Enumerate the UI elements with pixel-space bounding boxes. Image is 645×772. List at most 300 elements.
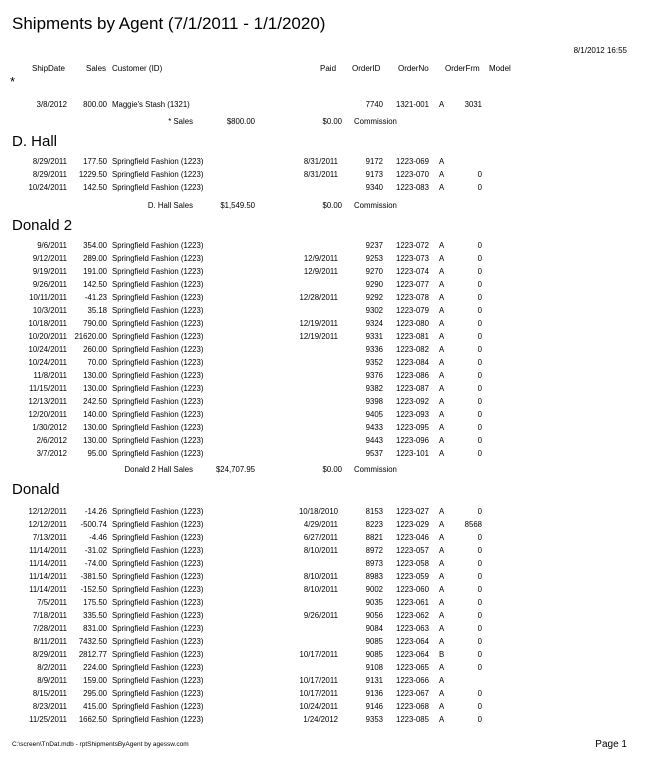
cell-model: 0 <box>477 449 482 458</box>
cell-orderno: 1223-074 <box>396 267 429 276</box>
cell-orderfrm: A <box>439 715 445 724</box>
cell-orderno: 1223-073 <box>396 254 429 263</box>
cell-model: 0 <box>477 267 482 276</box>
cell-orderid: 9056 <box>365 611 383 620</box>
cell-orderno: 1223-095 <box>396 423 429 432</box>
table-row <box>0 397 645 408</box>
cell-model: 0 <box>477 559 482 568</box>
cell-model: 0 <box>477 715 482 724</box>
cell-model: 0 <box>477 546 482 555</box>
cell-orderno: 1223-029 <box>396 520 429 529</box>
cell-customer: Springfield Fashion (1223) <box>112 572 204 581</box>
cell-orderid: 9035 <box>365 598 383 607</box>
cell-shipdate: 9/19/2011 <box>32 267 67 276</box>
cell-orderno: 1223-078 <box>396 293 429 302</box>
cell-customer: Springfield Fashion (1223) <box>112 689 204 698</box>
cell-orderno: 1223-082 <box>396 345 429 354</box>
cell-orderfrm: A <box>439 676 445 685</box>
table-row <box>0 702 645 713</box>
cell-orderfrm: A <box>439 332 445 341</box>
table-row <box>0 507 645 518</box>
cell-customer: Springfield Fashion (1223) <box>112 533 204 542</box>
cell-customer: Springfield Fashion (1223) <box>112 559 204 568</box>
cell-customer: Springfield Fashion (1223) <box>112 267 204 276</box>
table-row <box>0 715 645 726</box>
cell-customer: Springfield Fashion (1223) <box>112 624 204 633</box>
table-row <box>0 585 645 596</box>
cell-model: 0 <box>477 410 482 419</box>
group-heading: Donald <box>12 481 60 498</box>
table-row <box>0 559 645 570</box>
cell-shipdate: 7/18/2011 <box>32 611 67 620</box>
cell-orderid: 8973 <box>365 559 383 568</box>
cell-model: 0 <box>477 397 482 406</box>
cell-shipdate: 8/9/2011 <box>37 676 67 685</box>
cell-orderfrm: A <box>439 702 445 711</box>
cell-paid: 8/31/2011 <box>303 157 338 166</box>
table-row <box>0 332 645 343</box>
cell-orderfrm: A <box>439 689 445 698</box>
cell-orderfrm: A <box>439 520 445 529</box>
cell-paid: 8/10/2011 <box>303 572 338 581</box>
cell-customer: Springfield Fashion (1223) <box>112 241 204 250</box>
cell-orderno: 1223-092 <box>396 397 429 406</box>
cell-sales: 95.00 <box>87 449 107 458</box>
cell-orderid: 9537 <box>365 449 383 458</box>
cell-paid: 8/10/2011 <box>303 585 338 594</box>
cell-paid: 9/26/2011 <box>303 611 338 620</box>
cell-orderfrm: A <box>439 585 445 594</box>
cell-customer: Springfield Fashion (1223) <box>112 280 204 289</box>
cell-orderid: 9352 <box>365 358 383 367</box>
cell-shipdate: 10/3/2011 <box>32 306 67 315</box>
cell-orderfrm: A <box>439 546 445 555</box>
cell-orderno: 1223-087 <box>396 384 429 393</box>
cell-model: 3031 <box>464 100 482 109</box>
cell-orderfrm: A <box>439 507 445 516</box>
cell-orderfrm: A <box>439 254 445 263</box>
cell-customer: Springfield Fashion (1223) <box>112 449 204 458</box>
cell-orderid: 9382 <box>365 384 383 393</box>
cell-sales: 260.00 <box>83 345 107 354</box>
table-row <box>0 345 645 356</box>
cell-customer: Springfield Fashion (1223) <box>112 436 204 445</box>
cell-shipdate: 8/11/2011 <box>33 637 67 646</box>
cell-paid: 6/27/2011 <box>303 533 338 542</box>
header-orderid: OrderID <box>352 64 381 73</box>
cell-orderno: 1223-060 <box>396 585 429 594</box>
cell-customer: Springfield Fashion (1223) <box>112 637 204 646</box>
table-row <box>0 293 645 304</box>
cell-sales: -4.46 <box>89 533 107 542</box>
cell-shipdate: 12/12/2011 <box>28 507 67 516</box>
cell-orderid: 9084 <box>365 624 383 633</box>
summary-label: Donald 2 Hall Sales <box>124 465 193 474</box>
cell-customer: Springfield Fashion (1223) <box>112 715 204 724</box>
cell-orderfrm: A <box>439 371 445 380</box>
cell-sales: 289.00 <box>83 254 107 263</box>
cell-orderid: 9085 <box>365 637 383 646</box>
cell-orderfrm: A <box>439 319 445 328</box>
cell-paid: 1/24/2012 <box>303 715 338 724</box>
cell-customer: Springfield Fashion (1223) <box>112 384 204 393</box>
cell-orderfrm: A <box>439 663 445 672</box>
table-row <box>0 624 645 635</box>
cell-sales: 295.00 <box>83 689 107 698</box>
cell-orderfrm: A <box>439 183 445 192</box>
cell-sales: 415.00 <box>83 702 107 711</box>
footer-page: Page 1 <box>595 739 627 750</box>
cell-shipdate: 8/29/2011 <box>32 157 67 166</box>
cell-customer: Springfield Fashion (1223) <box>112 585 204 594</box>
cell-orderid: 9237 <box>365 241 383 250</box>
cell-paid: 12/9/2011 <box>303 267 338 276</box>
cell-orderfrm: A <box>439 637 445 646</box>
cell-orderfrm: A <box>439 100 445 109</box>
cell-orderid: 9398 <box>365 397 383 406</box>
cell-sales: 800.00 <box>83 100 107 109</box>
cell-model: 0 <box>477 702 482 711</box>
cell-orderid: 9253 <box>365 254 383 263</box>
cell-orderno: 1223-058 <box>396 559 429 568</box>
cell-orderfrm: A <box>439 397 445 406</box>
cell-sales: 130.00 <box>83 384 107 393</box>
cell-sales: 142.50 <box>83 280 107 289</box>
header-sales: Sales <box>86 64 107 73</box>
cell-shipdate: 7/28/2011 <box>32 624 67 633</box>
cell-shipdate: 12/20/2011 <box>28 410 67 419</box>
cell-shipdate: 7/5/2011 <box>37 598 67 607</box>
table-row <box>0 533 645 544</box>
cell-customer: Springfield Fashion (1223) <box>112 676 204 685</box>
cell-customer: Springfield Fashion (1223) <box>112 520 204 529</box>
table-row <box>0 384 645 395</box>
cell-orderfrm: A <box>439 345 445 354</box>
cell-paid: 12/19/2011 <box>299 332 338 341</box>
cell-orderid: 9376 <box>365 371 383 380</box>
cell-orderno: 1223-069 <box>396 157 429 166</box>
cell-model: 0 <box>477 663 482 672</box>
cell-customer: Springfield Fashion (1223) <box>112 663 204 672</box>
sort-star: * <box>10 74 16 89</box>
cell-shipdate: 12/12/2011 <box>28 520 67 529</box>
table-row <box>0 183 645 194</box>
cell-shipdate: 8/15/2011 <box>32 689 67 698</box>
cell-sales: 142.50 <box>83 183 107 192</box>
cell-orderid: 9131 <box>365 676 383 685</box>
cell-orderid: 9336 <box>365 345 383 354</box>
table-row <box>0 319 645 330</box>
cell-shipdate: 8/29/2011 <box>32 170 67 179</box>
cell-orderfrm: A <box>439 572 445 581</box>
cell-sales: 140.00 <box>83 410 107 419</box>
cell-sales: 831.00 <box>83 624 107 633</box>
table-row <box>0 572 645 583</box>
cell-orderno: 1223-077 <box>396 280 429 289</box>
cell-orderno: 1223-027 <box>396 507 429 516</box>
cell-model: 0 <box>477 170 482 179</box>
cell-paid: 10/24/2011 <box>299 702 338 711</box>
cell-sales: 224.00 <box>83 663 107 672</box>
summary-label: * Sales <box>168 117 193 126</box>
cell-shipdate: 11/8/2011 <box>33 371 67 380</box>
cell-orderno: 1223-084 <box>396 358 429 367</box>
table-row <box>0 436 645 447</box>
cell-model: 0 <box>477 306 482 315</box>
cell-customer: Springfield Fashion (1223) <box>112 157 204 166</box>
report-title: Shipments by Agent (7/1/2011 - 1/1/2020) <box>12 14 326 33</box>
cell-orderid: 9353 <box>365 715 383 724</box>
cell-customer: Springfield Fashion (1223) <box>112 410 204 419</box>
table-row <box>0 410 645 421</box>
cell-orderfrm: A <box>439 423 445 432</box>
cell-sales: 1662.50 <box>78 715 107 724</box>
cell-orderno: 1223-072 <box>396 241 429 250</box>
summary-paid: $0.00 <box>322 201 342 210</box>
table-row <box>0 423 645 434</box>
cell-sales: 159.00 <box>83 676 107 685</box>
cell-sales: -74.00 <box>84 559 107 568</box>
cell-orderfrm: A <box>439 280 445 289</box>
cell-orderid: 8821 <box>365 533 383 542</box>
table-row <box>0 280 645 291</box>
header-orderfrm: OrderFrm <box>445 64 480 73</box>
cell-sales: 2812.77 <box>78 650 107 659</box>
group-summary-row <box>0 117 645 128</box>
cell-customer: Springfield Fashion (1223) <box>112 546 204 555</box>
cell-orderno: 1223-057 <box>396 546 429 555</box>
cell-sales: 242.50 <box>83 397 107 406</box>
cell-shipdate: 3/8/2012 <box>36 100 67 109</box>
cell-customer: Springfield Fashion (1223) <box>112 345 204 354</box>
cell-paid: 12/19/2011 <box>299 319 338 328</box>
cell-model: 0 <box>477 319 482 328</box>
table-row <box>0 650 645 661</box>
cell-orderno: 1223-064 <box>396 650 429 659</box>
cell-orderfrm: A <box>439 170 445 179</box>
cell-orderno: 1223-093 <box>396 410 429 419</box>
cell-sales: 35.18 <box>87 306 107 315</box>
cell-shipdate: 11/25/2011 <box>29 715 67 724</box>
cell-orderno: 1223-062 <box>396 611 429 620</box>
cell-model: 0 <box>477 384 482 393</box>
cell-customer: Springfield Fashion (1223) <box>112 306 204 315</box>
table-row <box>0 598 645 609</box>
cell-orderid: 9108 <box>365 663 383 672</box>
cell-orderfrm: A <box>439 358 445 367</box>
cell-orderno: 1223-085 <box>396 715 429 724</box>
cell-customer: Springfield Fashion (1223) <box>112 332 204 341</box>
cell-sales: 175.50 <box>83 598 107 607</box>
cell-orderno: 1223-096 <box>396 436 429 445</box>
cell-orderid: 9173 <box>365 170 383 179</box>
summary-total: $24,707.95 <box>215 465 255 474</box>
table-row <box>0 546 645 557</box>
cell-model: 0 <box>477 689 482 698</box>
cell-shipdate: 10/24/2011 <box>28 183 67 192</box>
group-heading: Donald 2 <box>12 217 73 234</box>
cell-orderid: 8972 <box>365 546 383 555</box>
cell-orderno: 1223-066 <box>396 676 429 685</box>
cell-model: 0 <box>477 572 482 581</box>
cell-sales: 191.00 <box>83 267 107 276</box>
cell-model: 0 <box>477 371 482 380</box>
summary-paid: $0.00 <box>322 117 342 126</box>
cell-orderfrm: B <box>439 650 445 659</box>
cell-orderno: 1223-065 <box>396 663 429 672</box>
cell-sales: 21620.00 <box>74 332 107 341</box>
cell-orderid: 9443 <box>365 436 383 445</box>
cell-orderno: 1223-081 <box>396 332 429 341</box>
cell-shipdate: 3/7/2012 <box>36 449 67 458</box>
cell-model: 0 <box>477 598 482 607</box>
cell-orderid: 8153 <box>365 507 383 516</box>
cell-orderfrm: A <box>439 598 445 607</box>
cell-model: 0 <box>477 345 482 354</box>
cell-sales: 177.50 <box>83 157 107 166</box>
cell-orderfrm: A <box>439 449 445 458</box>
cell-shipdate: 8/2/2011 <box>37 663 67 672</box>
table-row <box>0 676 645 687</box>
cell-orderfrm: A <box>439 241 445 250</box>
cell-orderno: 1223-046 <box>396 533 429 542</box>
cell-sales: 130.00 <box>83 423 107 432</box>
cell-orderfrm: A <box>439 436 445 445</box>
cell-model: 0 <box>477 585 482 594</box>
cell-sales: -41.23 <box>84 293 107 302</box>
cell-customer: Springfield Fashion (1223) <box>112 423 204 432</box>
cell-model: 0 <box>477 650 482 659</box>
cell-sales: 70.00 <box>87 358 107 367</box>
cell-orderfrm: A <box>439 533 445 542</box>
cell-customer: Springfield Fashion (1223) <box>112 319 204 328</box>
cell-shipdate: 11/14/2011 <box>29 559 67 568</box>
cell-customer: Springfield Fashion (1223) <box>112 358 204 367</box>
cell-orderid: 9002 <box>365 585 383 594</box>
cell-orderfrm: A <box>439 293 445 302</box>
printed-timestamp: 8/1/2012 16:55 <box>573 46 627 55</box>
cell-orderid: 9136 <box>365 689 383 698</box>
cell-model: 0 <box>477 533 482 542</box>
table-row <box>0 663 645 674</box>
group-summary-row <box>0 201 645 212</box>
cell-shipdate: 7/13/2011 <box>32 533 67 542</box>
cell-shipdate: 11/14/2011 <box>29 572 67 581</box>
cell-orderno: 1223-063 <box>396 624 429 633</box>
table-row <box>0 358 645 369</box>
cell-shipdate: 11/14/2011 <box>29 585 67 594</box>
table-row <box>0 611 645 622</box>
cell-sales: 130.00 <box>83 436 107 445</box>
cell-sales: -500.74 <box>80 520 107 529</box>
cell-orderno: 1223-083 <box>396 183 429 192</box>
cell-orderfrm: A <box>439 267 445 276</box>
cell-orderno: 1223-068 <box>396 702 429 711</box>
cell-orderno: 1223-064 <box>396 637 429 646</box>
cell-orderfrm: A <box>439 559 445 568</box>
cell-customer: Springfield Fashion (1223) <box>112 183 204 192</box>
cell-orderid: 9292 <box>365 293 383 302</box>
cell-orderid: 8983 <box>365 572 383 581</box>
summary-label: D. Hall Sales <box>147 201 193 210</box>
cell-shipdate: 8/29/2011 <box>32 650 67 659</box>
summary-total: $800.00 <box>226 117 255 126</box>
cell-orderid: 9331 <box>365 332 383 341</box>
cell-orderno: 1223-101 <box>396 449 429 458</box>
cell-orderid: 9324 <box>365 319 383 328</box>
cell-model: 0 <box>477 637 482 646</box>
table-row <box>0 371 645 382</box>
group-summary-row <box>0 465 645 476</box>
table-row <box>0 100 645 111</box>
cell-orderno: 1223-070 <box>396 170 429 179</box>
cell-paid: 10/17/2011 <box>299 689 338 698</box>
cell-customer: Springfield Fashion (1223) <box>112 170 204 179</box>
cell-sales: 335.50 <box>83 611 107 620</box>
cell-model: 0 <box>477 241 482 250</box>
table-row <box>0 267 645 278</box>
header-orderno: OrderNo <box>398 64 429 73</box>
cell-sales: -14.26 <box>84 507 107 516</box>
cell-customer: Springfield Fashion (1223) <box>112 650 204 659</box>
cell-orderfrm: A <box>439 306 445 315</box>
cell-model: 0 <box>477 293 482 302</box>
summary-commission: Commission <box>354 201 397 210</box>
cell-orderid: 9270 <box>365 267 383 276</box>
cell-customer: Springfield Fashion (1223) <box>112 397 204 406</box>
cell-sales: 354.00 <box>83 241 107 250</box>
cell-model: 0 <box>477 280 482 289</box>
cell-orderno: 1223-067 <box>396 689 429 698</box>
cell-customer: Springfield Fashion (1223) <box>112 611 204 620</box>
cell-paid: 8/31/2011 <box>303 170 338 179</box>
cell-orderid: 9172 <box>365 157 383 166</box>
summary-paid: $0.00 <box>322 465 342 474</box>
cell-orderno: 1223-061 <box>396 598 429 607</box>
table-row <box>0 157 645 168</box>
cell-model: 0 <box>477 436 482 445</box>
cell-model: 0 <box>477 332 482 341</box>
cell-customer: Springfield Fashion (1223) <box>112 702 204 711</box>
cell-orderid: 9085 <box>365 650 383 659</box>
cell-shipdate: 8/23/2011 <box>32 702 67 711</box>
cell-sales: -31.02 <box>84 546 107 555</box>
cell-customer: Springfield Fashion (1223) <box>112 293 204 302</box>
cell-paid: 8/10/2011 <box>303 546 338 555</box>
cell-orderno: 1223-079 <box>396 306 429 315</box>
cell-sales: 790.00 <box>83 319 107 328</box>
cell-shipdate: 1/30/2012 <box>32 423 67 432</box>
cell-customer: Springfield Fashion (1223) <box>112 371 204 380</box>
cell-orderid: 9433 <box>365 423 383 432</box>
cell-orderid: 9290 <box>365 280 383 289</box>
cell-customer: Springfield Fashion (1223) <box>112 507 204 516</box>
cell-customer: Springfield Fashion (1223) <box>112 254 204 263</box>
cell-shipdate: 10/18/2011 <box>28 319 67 328</box>
footer-path: C:\screen\TnDat.mdb - rptShipmentsByAgent by agessw.com <box>12 741 189 748</box>
cell-paid: 10/18/2010 <box>298 507 338 516</box>
cell-orderid: 7740 <box>365 100 383 109</box>
cell-model: 8568 <box>464 520 482 529</box>
cell-orderno: 1223-086 <box>396 371 429 380</box>
summary-total: $1,549.50 <box>220 201 255 210</box>
header-paid: Paid <box>320 64 337 73</box>
cell-sales: 130.00 <box>83 371 107 380</box>
cell-shipdate: 9/12/2011 <box>32 254 67 263</box>
summary-commission: Commission <box>354 465 397 474</box>
cell-paid: 10/17/2011 <box>299 676 338 685</box>
cell-paid: 12/28/2011 <box>299 293 338 302</box>
